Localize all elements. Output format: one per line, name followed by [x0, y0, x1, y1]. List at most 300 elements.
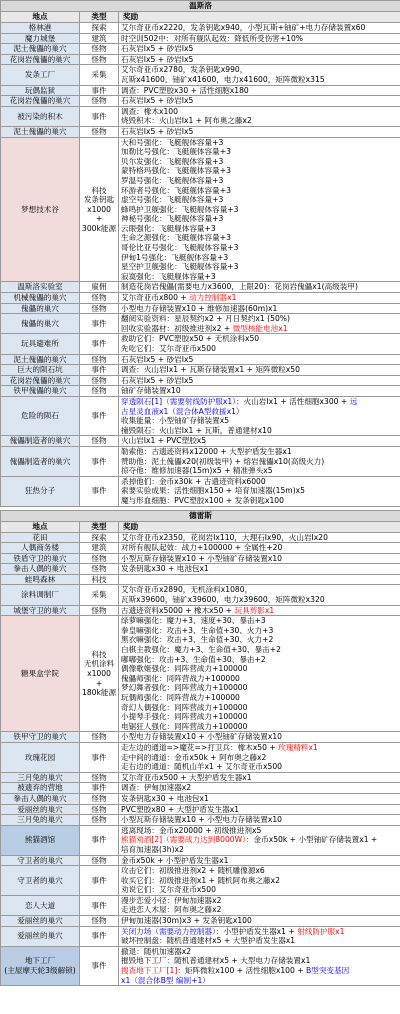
reward-cell	[119, 303, 400, 314]
reward-line: 伊甸加速器(30m)x3 + 发条钥匙x100	[121, 916, 252, 926]
location-cell	[1, 33, 80, 44]
reward-cell	[119, 106, 400, 126]
location-cell	[1, 866, 80, 896]
reward-line: 石灰岩Ⅰx5 + 砂岩Ⅰx5	[121, 354, 194, 364]
location-text: 傀儡制造者的巢穴	[9, 436, 71, 446]
reward-line: 发条钥匙x30 + 电池包x1	[121, 793, 209, 803]
table-row	[1, 553, 400, 564]
table-row	[1, 396, 400, 435]
table-row	[1, 866, 400, 896]
location-text: 城堡守卫的巢穴	[13, 605, 67, 615]
reward-line: 石灰岩Ⅰx5 + 砂岩Ⅰx5	[121, 54, 194, 64]
reward-highlight-text: 微型核能电池x1	[232, 323, 288, 333]
type-cell	[80, 564, 119, 575]
location-text: 发条工厂	[24, 70, 56, 80]
reward-line: 拳皇嘛强化：攻击+3、生命值+30、火力+3	[121, 625, 274, 635]
table-row	[1, 293, 400, 304]
table-row	[1, 916, 400, 927]
header-type: 类型	[80, 521, 119, 532]
reward-cell	[119, 44, 400, 55]
location-cell	[1, 855, 80, 866]
reward-cell	[119, 375, 400, 386]
reward-line: 漫步恋爱小径：伊甸加速器x2	[121, 895, 222, 905]
type-cell	[80, 616, 119, 732]
reward-cell	[119, 436, 400, 447]
table-row	[1, 742, 400, 772]
type-text: 怪物	[91, 772, 107, 782]
reward-line: 对所有舰队起效：战力+100000 + 全属性+20	[121, 543, 283, 553]
reward-highlight-text: B型突变基因	[306, 966, 350, 976]
table-row	[1, 96, 400, 107]
location-cell	[1, 386, 80, 397]
location-text: 糖果盒学院	[21, 669, 59, 679]
reward-line: 时空训502中：对所有舰队起效：降低所受伤害+10%	[121, 33, 304, 43]
table-row	[1, 564, 400, 575]
type-cell	[80, 354, 119, 365]
reward-cell	[119, 866, 400, 896]
reward-line: 小提琴手强化：同阵营战力+100000	[121, 712, 248, 722]
location-cell	[1, 815, 80, 826]
reward-line: 调查：橡木x100	[121, 106, 178, 116]
location-cell	[1, 137, 80, 282]
location-cell	[1, 44, 80, 55]
location-text: 狂热分子	[24, 486, 56, 496]
type-text: 事件	[91, 875, 107, 885]
reward-line: 救助它们：PVC塑胶x50 + 无机涂料x50	[121, 334, 260, 344]
reward-text: 古遗迹资料x5000 + 橡木x50 +	[121, 605, 235, 615]
type-text: 事件	[91, 111, 107, 121]
location-cell	[1, 365, 80, 376]
reward-line	[121, 835, 398, 845]
reward-cell	[119, 732, 400, 743]
reward-cell	[119, 96, 400, 107]
table-row	[1, 106, 400, 126]
table-row	[1, 732, 400, 743]
type-cell	[80, 585, 119, 605]
reward-line: 勒索他：古遗迹资料x12000 + 大型护盾发生器x1	[121, 446, 292, 456]
reward-line: 杀掉他们：金币x30k + 古遗迹资料x6000	[121, 476, 266, 486]
type-text: 怪物	[91, 126, 107, 136]
table-row	[1, 137, 400, 282]
reward-line: 石灰岩Ⅰx5 + 砂岩Ⅰx5	[121, 44, 194, 54]
table-row	[1, 855, 400, 866]
reward-line: 调查：伊甸加速器x2	[121, 783, 192, 793]
reward-cell	[119, 926, 400, 946]
type-cell	[80, 532, 119, 543]
reward-line: 小型电力存储装置x10 + 小型铀矿存储装置x10	[121, 732, 283, 742]
location-text: 被遗弃的营地	[17, 783, 63, 793]
type-cell	[80, 54, 119, 65]
table-row	[1, 616, 400, 732]
table-row	[1, 334, 400, 354]
location-text: 铁盾守卫的巢穴	[13, 553, 67, 563]
reward-cell	[119, 65, 400, 85]
type-cell	[80, 574, 119, 585]
reward-line: 虚空号强化：飞艇舰体容量+3	[121, 195, 224, 205]
reward-cell	[119, 605, 400, 616]
reward-line: 瓦斯x39600，铀矿x39600，电力x39600，矩阵微粒x320	[121, 595, 325, 605]
location-text: 守卫者的巢穴	[17, 875, 63, 885]
reward-line: 攻击它们：初级推进剂x2 + 随机雕像源x6	[121, 866, 265, 876]
reward-line: 调查：火山岩Ⅰx1 + 瓦斯存储装置x1 + 矩阵微粒x50	[121, 365, 300, 375]
location-cell	[1, 446, 80, 476]
reward-line: 培育加速器(3h)x2	[121, 844, 184, 854]
reward-line: 走进恋人木屋：阿布奥之藤x2	[121, 905, 222, 915]
type-text: 事件	[91, 456, 107, 466]
location-text: 涂料调制厂	[21, 590, 59, 600]
location-cell	[1, 126, 80, 137]
type-text: 怪物	[91, 54, 107, 64]
type-cell	[80, 85, 119, 96]
reward-line: 石灰岩Ⅰx5 + 砂岩Ⅰx5	[121, 96, 194, 106]
reward-line: 火山岩Ⅰx1 + PVC塑胶x5	[121, 436, 207, 446]
type-cell	[80, 365, 119, 376]
reward-line: 绿萝嘛强化：魔力+3、速度+30、暴击+3	[121, 616, 266, 626]
type-text: 采集	[91, 590, 107, 600]
type-text: 建筑	[91, 33, 107, 43]
reward-line: 发条钥匙x30 + 电池包x1	[121, 564, 209, 574]
type-cell	[80, 732, 119, 743]
location-cell	[1, 772, 80, 783]
type-cell	[80, 446, 119, 476]
reward-line: 石灰岩Ⅰx5 + 砂岩Ⅰx5	[121, 126, 194, 136]
location-text: 守卫者的巢穴	[17, 855, 63, 865]
section-title: 温斯洛	[1, 1, 400, 12]
reward-line	[121, 927, 398, 937]
reward-line: 云眼强化：飞艇舰体容量+3	[121, 223, 216, 233]
section-table	[0, 510, 400, 987]
header-type: 类型	[80, 12, 119, 23]
location-cell	[1, 532, 80, 543]
type-text: 怪物	[91, 386, 107, 396]
type-text: 事件	[91, 752, 107, 762]
location-text: (主屋摩天轮3级解锁)	[4, 966, 76, 976]
reward-line	[121, 743, 398, 753]
location-cell	[1, 282, 80, 293]
location-text: 泥土傀儡的巢穴	[13, 44, 67, 54]
location-text: 花岗岩傀儡的巢穴	[9, 96, 71, 106]
reward-cell	[119, 126, 400, 137]
type-cell	[80, 106, 119, 126]
location-cell	[1, 354, 80, 365]
reward-line: 小型电力存储装置x10 + 维修加速器(60m)x1	[121, 303, 278, 313]
location-cell	[1, 436, 80, 447]
location-cell	[1, 543, 80, 554]
location-text: 地下工厂	[24, 956, 56, 966]
reward-line: 走中间的通道：金币x50k + 阿布奥之藤x2	[121, 752, 267, 762]
reward-line	[121, 966, 398, 976]
reward-line: 艾尔奇亚币x2220，发条钥匙x940，小型瓦斯+铀矿+电力存储装置x60	[121, 23, 366, 32]
type-cell	[80, 396, 119, 435]
table-row	[1, 532, 400, 543]
location-text: 熊猫酒馆	[24, 835, 56, 845]
location-cell	[1, 303, 80, 314]
table-row	[1, 33, 400, 44]
reward-text: 艾尔奇亚币x800 +	[121, 293, 190, 303]
location-text: 魔力城堡	[24, 33, 56, 43]
reward-cell	[119, 895, 400, 915]
type-cell	[80, 33, 119, 44]
location-cell	[1, 314, 80, 334]
reward-line: 撤退：随机加速器x2	[121, 946, 192, 956]
location-cell	[1, 106, 80, 126]
header-reward: 奖励	[119, 521, 400, 532]
type-text: +	[95, 214, 103, 224]
header-location: 地点	[1, 521, 80, 532]
reward-line-empty	[121, 575, 398, 585]
type-cell	[80, 282, 119, 293]
type-text: +	[95, 678, 103, 688]
type-text: 怪物	[91, 605, 107, 615]
location-text: 花田	[32, 532, 48, 542]
reward-cell	[119, 553, 400, 564]
reward-line	[121, 324, 398, 334]
location-cell	[1, 732, 80, 743]
reward-line: 黑衣嘛强化：攻击+3、生命值+30、火力+2	[121, 635, 274, 645]
location-cell	[1, 375, 80, 386]
table-row	[1, 926, 400, 946]
reward-cell	[119, 772, 400, 783]
section-title-row	[1, 1, 400, 12]
reward-line: 艾尔奇亚币x2780，发条钥匙x990，	[121, 65, 248, 75]
location-text: 傀儡的巢穴	[21, 319, 59, 329]
location-cell	[1, 804, 80, 815]
reward-line: 小型瓦斯存储装置x10 + 小型电力存储装置x10	[121, 815, 283, 825]
location-text: 铁甲守卫的巢穴	[13, 732, 67, 742]
type-text: 300k能源	[82, 223, 117, 233]
table-row	[1, 85, 400, 96]
type-text: 雇佣	[91, 282, 107, 292]
location-text: 泥土傀儡的巢穴	[13, 354, 67, 364]
type-cell	[80, 303, 119, 314]
type-cell	[80, 126, 119, 137]
table-row	[1, 23, 400, 34]
type-cell	[80, 137, 119, 282]
type-text: 事件	[91, 900, 107, 910]
type-text: 怪物	[91, 553, 107, 563]
reward-cell	[119, 33, 400, 44]
type-text: 发条钥匙	[83, 195, 115, 205]
location-cell	[1, 895, 80, 915]
type-text: 怪物	[91, 96, 107, 106]
reward-cell	[119, 946, 400, 985]
location-cell	[1, 926, 80, 946]
reward-line	[121, 293, 398, 303]
location-cell	[1, 574, 80, 585]
table-row	[1, 282, 400, 293]
location-cell	[1, 476, 80, 506]
reward-line: 小型瓦斯存储装置x10 + 小型铀矿存储装置x10	[121, 553, 283, 563]
reward-line: 蒙特格玛强化：飞艇舰体容量+3	[121, 166, 231, 176]
location-text: 拳击人偶的巢穴	[13, 793, 67, 803]
location-text: 玫瑰花园	[24, 752, 56, 762]
type-text: 怪物	[91, 303, 107, 313]
reward-cell	[119, 532, 400, 543]
reward-cell	[119, 793, 400, 804]
reward-line: 赞助他：泥土傀儡x20(初级装甲) + 熔岩傀儡x10(高级火力)	[121, 456, 325, 466]
section-title-row	[1, 510, 400, 521]
location-text: 格林港	[28, 23, 52, 32]
reward-highlight-text: 射线防护服x1	[297, 926, 345, 936]
table-row	[1, 365, 400, 376]
reward-line: 石灰岩Ⅰx5 + 砂岩Ⅰx5	[121, 375, 194, 385]
type-cell	[80, 436, 119, 447]
reward-line: 金币x50k + 小型护盾发生器x1	[121, 855, 229, 865]
reward-cell	[119, 354, 400, 365]
reward-cell	[119, 564, 400, 575]
reward-line: 撞毁陨石：火山岩Ⅰx1 + 瓦斯，普通建材x10	[121, 425, 272, 435]
type-text: 怪物	[91, 793, 107, 803]
reward-line: 电锯狂人强化：同阵营战力+100000	[121, 721, 248, 731]
reward-line	[121, 397, 398, 407]
table-row	[1, 804, 400, 815]
reward-line	[121, 407, 398, 417]
type-text: x1000	[87, 669, 111, 679]
type-cell	[80, 804, 119, 815]
type-cell	[80, 314, 119, 334]
reward-text: ：小型护盾发生器x1 +	[215, 926, 298, 936]
type-text: 怪物	[91, 564, 107, 574]
reward-cell	[119, 815, 400, 826]
reward-line: 制造花岗岩傀儡(需要电力x3600，上限20)：花岗岩傀儡x1(高级装甲)	[121, 282, 358, 292]
reward-line: 索要实验成果：活性细胞x150 + 培育加速器(15m)x5	[121, 486, 305, 496]
header-reward: 奖励	[119, 12, 400, 23]
type-text: 怪物	[91, 375, 107, 385]
type-text: x1000	[87, 204, 111, 214]
type-cell	[80, 772, 119, 783]
table-row	[1, 543, 400, 554]
type-cell	[80, 916, 119, 927]
header-location: 地点	[1, 12, 80, 23]
reward-cell	[119, 334, 400, 354]
reward-cell	[119, 314, 400, 334]
table-row	[1, 375, 400, 386]
reward-line	[121, 976, 398, 986]
location-cell	[1, 54, 80, 65]
reward-highlight-text: 远	[349, 396, 358, 406]
location-cell	[1, 916, 80, 927]
reward-highlight-text: 古星灵血液x1（混合体A型救援x1）	[121, 406, 244, 416]
location-text: 恋人大道	[24, 900, 56, 910]
location-cell	[1, 396, 80, 435]
table-row	[1, 825, 400, 855]
type-cell	[80, 543, 119, 554]
reward-cell	[119, 446, 400, 476]
type-text: 无机涂料	[83, 659, 115, 669]
reward-line: 艾尔奇亚币x2350，花岗岩Ⅰx110，大理石Ⅰx90，火山岩Ⅰx20	[121, 532, 328, 542]
table-row	[1, 303, 400, 314]
type-cell	[80, 386, 119, 397]
type-cell	[80, 293, 119, 304]
reward-line: 白棋主教强化：魔力+3、生命值+30、暴击+2	[121, 645, 281, 655]
reward-cell	[119, 783, 400, 794]
type-text: 事件	[91, 85, 107, 95]
type-text: 科技	[91, 574, 107, 584]
reward-cell	[119, 23, 400, 34]
reward-cell	[119, 85, 400, 96]
reward-cell	[119, 543, 400, 554]
location-text: 爱丽丝的巢穴	[17, 804, 63, 814]
location-cell	[1, 825, 80, 855]
location-text: 三月兔的巢穴	[17, 815, 63, 825]
table-row	[1, 354, 400, 365]
location-cell	[1, 742, 80, 772]
reward-cell	[119, 365, 400, 376]
location-text: 巨大的陨石坑	[17, 365, 63, 375]
reward-line: 罗温号强化：飞艇舰体容量+3	[121, 175, 224, 185]
reward-line: 哥伦比亚号强化：飞艇舰体容量+3	[121, 243, 239, 253]
reward-cell	[119, 54, 400, 65]
reward-line: 艾尔奇亚币x500 + 大型护盾发生器x1	[121, 772, 252, 782]
location-text: 危险的陨石	[21, 411, 59, 421]
reward-cell	[119, 616, 400, 732]
type-cell	[80, 375, 119, 386]
location-cell	[1, 96, 80, 107]
reward-cell	[119, 742, 400, 772]
table-row	[1, 895, 400, 915]
reward-cell	[119, 282, 400, 293]
reward-line: 逃离现场：金币x20000 + 初级推进剂x5	[121, 825, 262, 835]
type-cell	[80, 946, 119, 985]
table-row	[1, 476, 400, 506]
type-cell	[80, 553, 119, 564]
reward-line: 蜂鸣护卫舰强化：飞艇舰体容量+3	[121, 204, 239, 214]
reward-line: 贝尔发强化：飞艇舰体容量+3	[121, 156, 224, 166]
reward-highlight-text: 搜查地下工厂[1]	[121, 966, 178, 976]
type-text: 采集	[91, 70, 107, 80]
table-row	[1, 574, 400, 585]
location-cell	[1, 585, 80, 605]
location-cell	[1, 334, 80, 354]
type-cell	[80, 605, 119, 616]
reward-line: 先吃它们：艾尔奇亚币x500	[121, 344, 216, 353]
reward-line: 偶像歌姬强化：同阵营战力+100000	[121, 664, 248, 674]
reward-line: 梦幻舞者强化：同阵营战力+100000	[121, 683, 248, 693]
reward-line: PVC塑胶x80 + 大型护盾发生器x1	[121, 804, 240, 814]
type-text: 怪物	[91, 436, 107, 446]
reward-line: 寂寞强化：飞艇舰体容量+3	[121, 271, 216, 281]
reward-line: 破坏控制盘：随机普通建材x5 + 大型护盾发生器x1	[121, 936, 296, 946]
type-cell	[80, 96, 119, 107]
table-row	[1, 793, 400, 804]
table-row	[1, 436, 400, 447]
reward-line: 嘟嘟强化：攻击+3、生命值+30、暴击+2	[121, 654, 266, 664]
reward-line: 生命之源强化：飞艇舰体容量+3	[121, 233, 231, 243]
reward-text: 回收实验器材：初级推进剂x2 +	[121, 323, 233, 333]
location-text: 泥土傀儡的巢穴	[13, 126, 67, 136]
reward-line: 艾尔奇亚币x2890，无机涂料x1080，	[121, 585, 253, 595]
reward-line: 收集能量：小型铀矿存储装置x5	[121, 416, 230, 426]
table-row	[1, 605, 400, 616]
reward-text: 走左边的通道=>魔花=>打卫兵：橡木x50 +	[121, 742, 279, 752]
location-cell	[1, 783, 80, 794]
reward-cell	[119, 476, 400, 506]
type-text: 建筑	[91, 543, 107, 553]
reward-cell	[119, 585, 400, 605]
location-cell	[1, 616, 80, 732]
reward-cell	[119, 916, 400, 927]
reward-cell	[119, 825, 400, 855]
type-text: 事件	[91, 339, 107, 349]
reward-cell	[119, 396, 400, 435]
reward-line	[121, 606, 398, 616]
reward-highlight-text: 穿透陨石[1]（需要射线防护服x1）	[121, 396, 236, 406]
type-cell	[80, 866, 119, 896]
location-text: 爱丽丝的巢穴	[17, 916, 63, 926]
reward-line: 魔与形血细胞：PVC塑胶x100 + 发条钥匙x100	[121, 495, 284, 505]
location-cell	[1, 564, 80, 575]
reward-line: 掠夺他：维修加速器(15m)x5 + 精准弹头x5	[121, 466, 273, 476]
